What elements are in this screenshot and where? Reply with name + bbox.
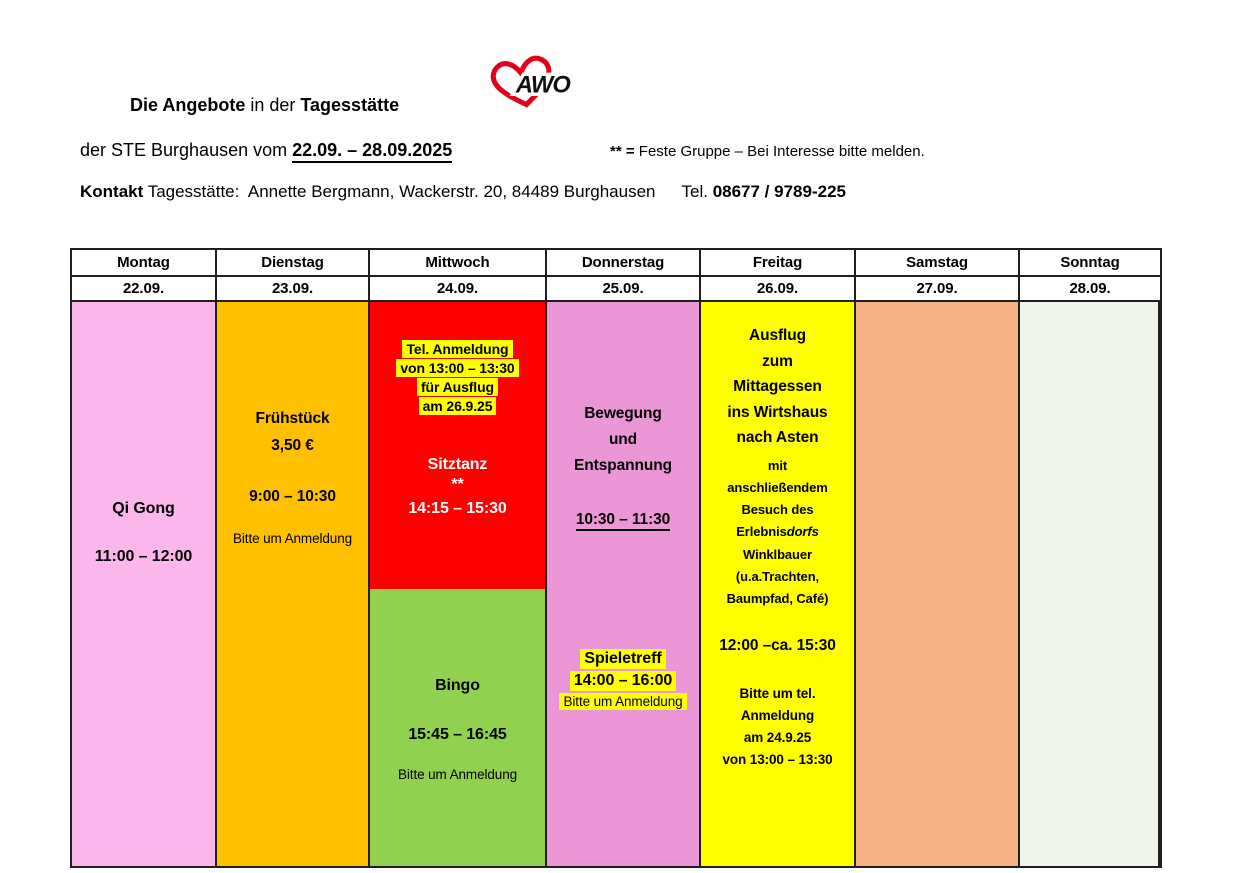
date-samstag: 27.09. [856, 277, 1020, 302]
awo-heart-icon [488, 54, 598, 112]
detail-line-erlebnisdorf: Erlebnisdorfs [736, 524, 819, 540]
page-title [130, 95, 399, 116]
cell-sonntag [1020, 302, 1160, 866]
cell-mittwoch [370, 302, 547, 866]
detail-line: (u.a.Trachten, [735, 568, 820, 584]
trip-line: zum [762, 352, 793, 370]
dienstag-price: 3,50 € [271, 437, 314, 454]
donnerstag-time: 10:30 – 11:30 [576, 511, 670, 531]
date-freitag: 26.09. [701, 277, 856, 302]
day-header-mittwoch: Mittwoch [370, 250, 547, 277]
dienstag-time: 9:00 – 10:30 [249, 488, 336, 505]
dienstag-activity: Frühstück [255, 410, 330, 427]
note-line: von 13:00 – 13:30 [722, 751, 833, 767]
mittwoch-evening-section [370, 589, 545, 866]
trip-line: Ausflug [748, 327, 806, 344]
title-regular: in der [245, 95, 301, 115]
cell-montag [72, 302, 217, 866]
spieletreff-time: 14:00 – 16:00 [559, 671, 686, 691]
mittwoch-activity: Sitztanz [427, 456, 488, 473]
subtitle-prefix: der STE Burghausen vom [80, 140, 293, 160]
highlight-line [396, 397, 518, 415]
awo-logo [488, 54, 598, 112]
dienstag-note: Bitte um Anmeldung [232, 531, 353, 546]
contact-line [80, 182, 846, 202]
bingo-note: Bitte um Anmeldung [397, 767, 518, 782]
trip-line: ins Wirtshaus [727, 403, 828, 421]
legend-text: Feste Gruppe – Bei Interesse bitte melden. [634, 143, 925, 160]
date-donnerstag: 25.09. [547, 277, 701, 302]
highlight-line [396, 359, 518, 377]
day-header-samstag: Samstag [856, 250, 1020, 277]
mittwoch-stars: ** [451, 476, 464, 493]
donnerstag-activity-line: Bewegung [584, 405, 662, 422]
contact-label: Kontakt [80, 182, 144, 201]
legend-symbol: ** = [610, 143, 635, 160]
donnerstag-activity-line: Entspannung [574, 457, 672, 474]
highlight-line [396, 340, 518, 358]
bingo-activity: Bingo [435, 677, 480, 694]
donnerstag-activity-block [574, 401, 672, 479]
highlight-line [396, 378, 518, 396]
legend [610, 143, 925, 160]
bingo-time: 15:45 – 16:45 [408, 726, 507, 743]
day-header-montag: Montag [72, 250, 217, 277]
contact-tel [682, 182, 846, 201]
highlight-text: für Ausflug [417, 378, 498, 396]
date-sonntag: 28.09. [1020, 277, 1160, 302]
highlight-text: Tel. Anmeldung [402, 340, 512, 358]
cell-freitag [701, 302, 856, 866]
freitag-note-block [722, 683, 832, 771]
date-montag: 22.09. [72, 277, 217, 302]
day-header-donnerstag: Donnerstag [547, 250, 701, 277]
freitag-trip-block [727, 323, 827, 451]
note-line: Bitte um tel. [739, 685, 816, 701]
trip-line: nach Asten [736, 429, 819, 446]
detail-line: Besuch des [741, 502, 814, 518]
title-bold-2: Tagesstätte [300, 95, 400, 115]
mittwoch-highlight-block [396, 340, 518, 416]
spieletreff-activity: Spieletreff [559, 649, 686, 669]
date-dienstag: 23.09. [217, 277, 370, 302]
spieletreff-block [559, 649, 686, 710]
subtitle [80, 140, 452, 161]
trip-line: Mittagessen [733, 378, 822, 395]
cell-samstag [856, 302, 1020, 866]
montag-activity: Qi Gong [112, 500, 175, 517]
highlight-text: von 13:00 – 13:30 [396, 359, 518, 377]
day-header-freitag: Freitag [701, 250, 856, 277]
detail-line: Baumpfad, Café) [726, 591, 829, 607]
mittwoch-afternoon-section [370, 302, 545, 589]
detail-line: Winklbauer [743, 546, 812, 562]
day-header-dienstag: Dienstag [217, 250, 370, 277]
freitag-time: 12:00 –ca. 15:30 [719, 636, 836, 654]
awo-logo-text: AWO [515, 72, 570, 99]
montag-time: 11:00 – 12:00 [94, 548, 193, 565]
spieletreff-note: Bitte um Anmeldung [559, 693, 686, 710]
day-header-sonntag: Sonntag [1020, 250, 1160, 277]
subtitle-dates: 22.09. – 28.09.2025 [292, 140, 452, 163]
dienstag-activity-block [255, 405, 329, 459]
highlight-text: am 26.9.25 [419, 397, 497, 415]
note-line: Anmeldung [740, 707, 815, 723]
cell-dienstag [217, 302, 370, 866]
title-bold-1: Die Angebote [130, 95, 246, 115]
mittwoch-time: 14:15 – 15:30 [408, 500, 507, 517]
freitag-detail-block [727, 455, 829, 611]
schedule-table [70, 248, 1162, 868]
contact-body: Tagesstätte: Annette Bergmann, Wackerstr. 20, 84489 Burghausen [143, 182, 656, 201]
tel-number: 08677 / 9789-225 [712, 182, 846, 201]
detail-line: anschließendem [727, 479, 828, 495]
tel-label: Tel. [681, 182, 713, 201]
detail-line: mit [767, 457, 788, 473]
note-line: am 24.9.25 [743, 729, 812, 745]
cell-donnerstag [547, 302, 701, 866]
donnerstag-activity-line: und [608, 431, 638, 448]
date-mittwoch: 24.09. [370, 277, 547, 302]
